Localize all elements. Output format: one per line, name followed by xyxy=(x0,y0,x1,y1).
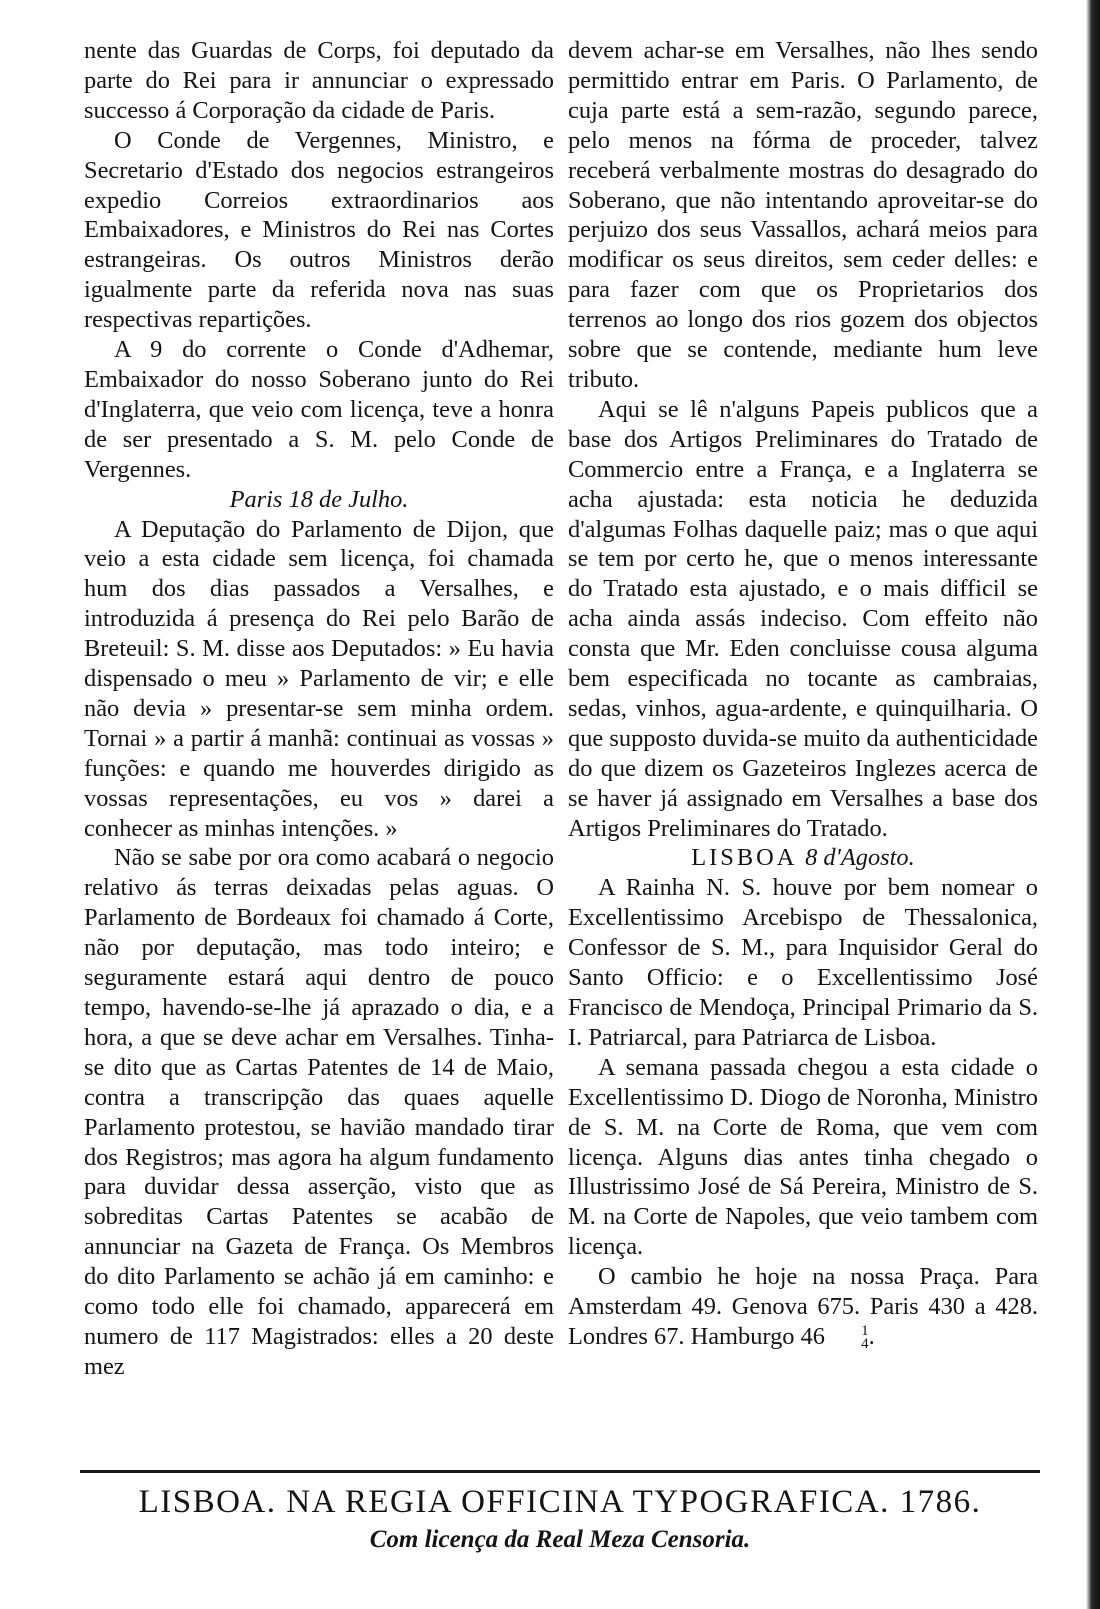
page-edge-shadow xyxy=(1086,0,1100,1609)
dateline-paris: Paris 18 de Julho. xyxy=(229,485,409,513)
footer-rule xyxy=(80,1470,1040,1473)
fraction-denominator: 4 xyxy=(861,1336,869,1353)
left-paragraph-5: Não se sabe por ora como acabará o negocio relativo ás terras deixadas pelas aguas. O Parlamento de Bordeaux foi chamado á Corte, não por deputação, mas todo inteiro; e seguramente estará aqui dentro de pouco tempo, havendo-se-lhe já aprazado o dia, e a hora, a que se deve achar em Versalhes. Tinha-se dito que as Cartas Patentes de 14 de Maio, contra a transcripção das quaes aquelle Parlamento protestou, se havião mandado tirar dos Registros; mas agora ha algum fundamento para duvidar dessa asserção, visto que as sobreditas Cartas Patentes se acabão de annunciar na Gazeta de França. Os Membros do dito Parlamento se achão já em caminho: e como todo elle foi chamado, apparecerá em numero de 117 Magistrados: elles a 20 deste mez xyxy=(84,844,554,1380)
exchange-rates-text: O cambio he hoje na nossa Praça. Para Amsterdam 49. Genova 675. Paris 430 a 428. Londres 67. Hamburgo 46 xyxy=(568,1263,1038,1350)
right-paragraph-2: Aqui se lê n'alguns Papeis publicos que a base dos Artigos Preliminares do Tratado de Commercio entre a França, e a Inglaterra se acha ajustada: esta noticia he deduzida d'algumas Folhas daquelle paiz; mas o que aqui se tem por certo he, que o menos interessante do Tratado esta ajustado, e o mais difficil se acha ainda assás indeciso. Com effeito não consta que Mr. Eden concluisse cousa alguma bem especificada no tocante as cambraias, sedas, vinhos, agua-ardente, e quinquilharia. O que supposto duvida-se muito da authenticidade do que dizem os Gazeteiros Inglezes acerca de se haver já assignado em Versalhes a base dos Artigos Preliminares do Tratado. xyxy=(568,395,1038,842)
dateline-lisboa xyxy=(568,843,1038,873)
left-paragraph-1: nente das Guardas de Corps, foi deputado da parte do Rei para ir annunciar o expressado successo á Corporação da cidade de Paris. xyxy=(84,37,554,124)
left-paragraph-2: O Conde de Vergennes, Ministro, e Secretario d'Estado dos negocios estrangeiros expedio Correios extraordinarios aos Embaixadores, e Ministros do Rei nas Cortes estrangeiras. Os outros Ministros derão igualmente parte da referida nova nas suas respectivas repartições. xyxy=(84,126,554,334)
imprint-line: LISBOA. NA REGIA OFFICINA TYPOGRAFICA. 1786. xyxy=(138,1484,982,1520)
exchange-rates-end: . xyxy=(868,1322,875,1350)
right-paragraph-3: A Rainha N. S. houve por bem nomear o Excellentissimo Arcebispo de Thessalonica, Confessor de S. M., para Inquisidor Geral do Santo Officio: e o Excellentissimo José Francisco de Mendoça, Principal Primario da S. I. Patriarcal, para Patriarca de Lisboa. xyxy=(568,874,1038,1051)
right-paragraph-1: devem achar-se em Versalhes, não lhes sendo permittido entrar em Paris. O Parlamento, de cuja parte está a sem-razão, segundo parece, pelo menos na fórma de proceder, talvez receberá verbalmente mostras do desagrado do Soberano, que não intentando aproveitar-se do perjuizo dos seus Vassallos, achará meios para modificar os seus direitos, sem ceder delles: e para fazer com que os Proprietarios dos terrenos ao longo dos rios gozem dos objectos sobre que se contende, mediante hum leve tributo. xyxy=(568,37,1038,393)
exchange-rates-paragraph xyxy=(568,1262,1038,1352)
dateline-date: 8 d'Agosto. xyxy=(805,844,915,872)
licence-line: Com licença da Real Meza Censoria. xyxy=(369,1526,751,1553)
left-column xyxy=(84,36,554,1382)
fraction-numerator: 1 xyxy=(861,1323,869,1340)
left-paragraph-3: A 9 do corrente o Conde d'Adhemar, Embaixador do nosso Soberano junto do Rei d'Inglaterra, que veio com licença, teve a honra de ser presentado a S. M. pelo Conde de Vergennes. xyxy=(84,336,554,483)
right-column xyxy=(568,36,1038,1352)
dateline-city: LISBOA xyxy=(691,844,797,872)
hamburgo-fraction xyxy=(831,1325,869,1351)
right-paragraph-4: A semana passada chegou a esta cidade o Excellentissimo D. Diogo de Noronha, Ministro de S. M. na Corte de Roma, que vem com licença. Alguns dias antes tinha chegado o Illustrissimo José de Sá Pereira, Ministro de S. M. na Corte de Napoles, que veio tambem com licença. xyxy=(568,1053,1038,1261)
left-paragraph-4: A Deputação do Parlamento de Dijon, que veio a esta cidade sem licença, foi chamada hum dos dias passados a Versalhes, e introduzida á presença do Rei pelo Barão de Breteuil: S. M. disse aos Deputados: » Eu havia dispensado o meu » Parlamento de vir; e elle não devia » presentar-se sem minha ordem. Tornai » a partir á manhã: continuai as vossas » funções: e quando me houverdes dirigido as vossas representações, eu vos » darei a conhecer as minhas intenções. » xyxy=(84,515,554,842)
